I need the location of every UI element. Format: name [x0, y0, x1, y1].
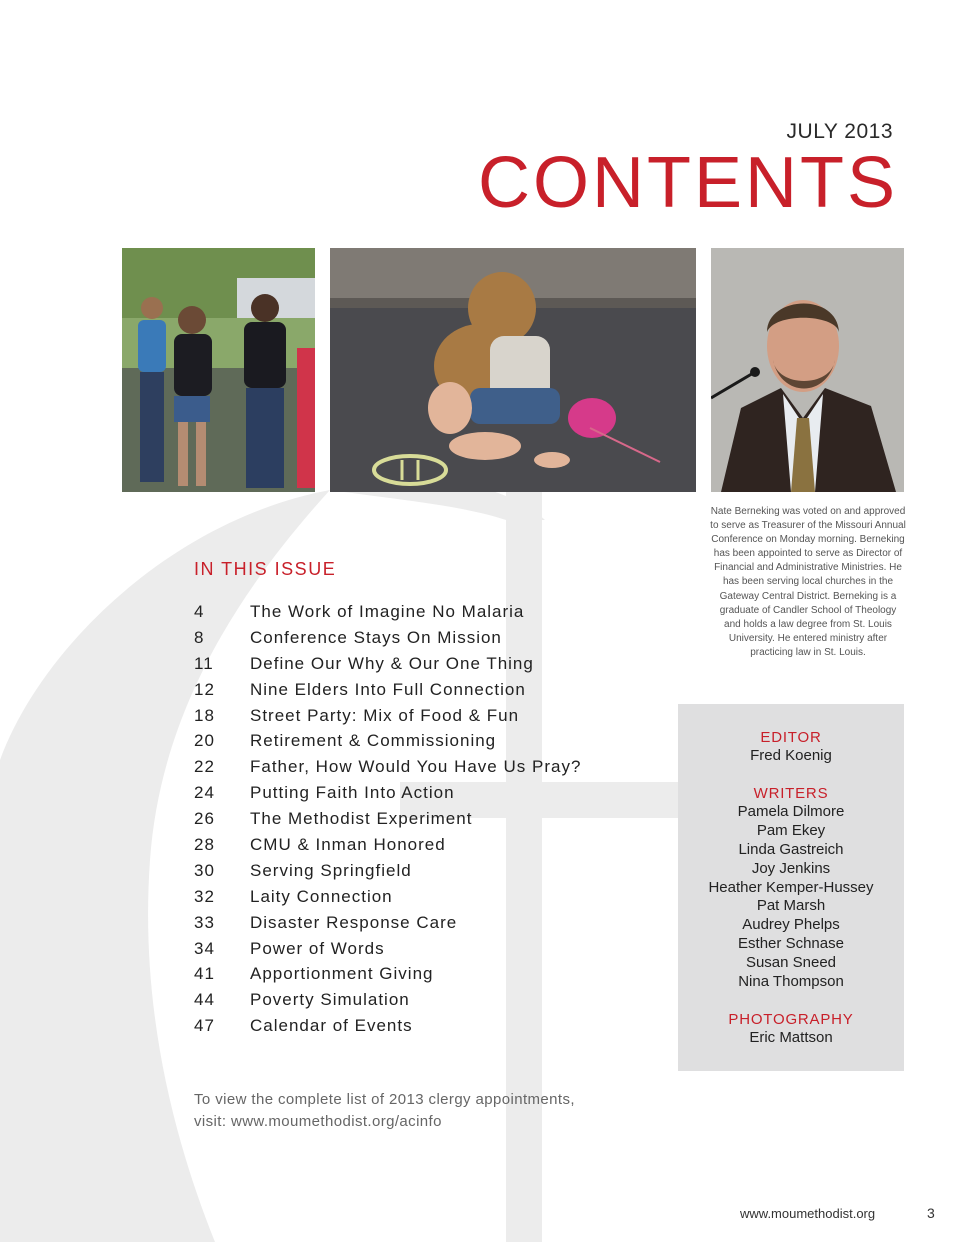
writers-heading: WRITERS — [753, 784, 829, 802]
writer-name: Heather Kemper-Hussey — [708, 878, 874, 896]
toc-article-title: Define Our Why & Our One Thing — [250, 653, 534, 673]
photo-dancing-girls — [122, 248, 315, 492]
toc-page-number: 26 — [194, 809, 215, 829]
toc-item[interactable] — [194, 703, 581, 729]
toc-item[interactable] — [194, 806, 581, 832]
toc-item[interactable] — [194, 780, 581, 806]
editor-name: Fred Koenig — [750, 747, 832, 764]
toc-page-number: 12 — [194, 679, 215, 699]
footer-website-link[interactable]: www.moumethodist.org — [740, 1206, 876, 1221]
editor-group — [678, 728, 904, 766]
writer-name: Nina Thompson — [738, 973, 844, 991]
toc-article-title: Poverty Simulation — [250, 990, 410, 1010]
toc-item[interactable] — [194, 728, 581, 754]
toc-article-title: Nine Elders Into Full Connection — [250, 679, 526, 699]
toc-article-title: Retirement & Commissioning — [250, 731, 497, 751]
issue-date: JULY 2013 — [786, 120, 893, 143]
toc-item[interactable] — [194, 936, 581, 962]
photography-heading: PHOTOGRAPHY — [728, 1010, 854, 1028]
toc-article-title: CMU & Inman Honored — [250, 834, 446, 854]
toc-article-title: Laity Connection — [250, 886, 393, 906]
toc-page-number: 32 — [194, 886, 215, 906]
page-number: 3 — [927, 1205, 935, 1221]
toc-article-title: Serving Springfield — [250, 860, 412, 880]
footnote-link[interactable]: visit: www.moumethodist.org/acinfo — [194, 1113, 442, 1130]
toc-page-number: 20 — [194, 731, 215, 751]
writer-name: Pat Marsh — [756, 897, 826, 915]
page-title: CONTENTS — [478, 143, 898, 223]
photography-group — [678, 1010, 904, 1048]
toc-item[interactable] — [194, 677, 581, 703]
writer-name: Susan Sneed — [745, 954, 837, 972]
staff-credits-box — [678, 704, 904, 1071]
toc-page-number: 30 — [194, 860, 215, 880]
toc-item[interactable] — [194, 884, 581, 910]
writers-group — [678, 784, 904, 992]
toc-item[interactable] — [194, 651, 581, 677]
toc-article-title: Disaster Response Care — [250, 912, 458, 932]
toc-article-title: Power of Words — [250, 938, 385, 958]
toc-item[interactable] — [194, 1013, 581, 1039]
writer-name: Joy Jenkins — [751, 859, 831, 877]
writer-name: Pam Ekey — [756, 821, 826, 839]
toc-item[interactable] — [194, 987, 581, 1013]
writer-name: Esther Schnase — [738, 935, 844, 953]
writer-name: Linda Gastreich — [738, 840, 844, 858]
photo-speaker — [711, 248, 904, 492]
toc-page-number: 47 — [194, 1016, 215, 1036]
toc-article-title: Apportionment Giving — [250, 964, 434, 984]
toc-article-title: Father, How Would You Have Us Pray? — [250, 757, 582, 777]
toc-page-number: 24 — [194, 783, 215, 803]
footnote-line: To view the complete list of 2013 clergy appointments, — [194, 1091, 575, 1108]
toc-item[interactable] — [194, 599, 581, 625]
toc-page-number: 33 — [194, 912, 215, 932]
toc-item[interactable] — [194, 858, 581, 884]
toc-page-number: 44 — [194, 990, 215, 1010]
toc-page-number: 41 — [194, 964, 215, 984]
toc-item[interactable] — [194, 832, 581, 858]
toc-item[interactable] — [194, 625, 581, 651]
toc-item[interactable] — [194, 961, 581, 987]
writer-name: Audrey Phelps — [742, 916, 840, 934]
photographer-name: Eric Mattson — [749, 1028, 833, 1046]
toc-article-title: Calendar of Events — [250, 1016, 413, 1036]
toc-page-number: 8 — [194, 627, 205, 647]
toc-article-title: Conference Stays On Mission — [250, 627, 502, 647]
toc-page-number: 18 — [194, 705, 215, 725]
toc-article-title: The Work of Imagine No Malaria — [250, 601, 525, 621]
toc-article-title: Putting Faith Into Action — [250, 783, 455, 803]
toc-page-number: 28 — [194, 834, 215, 854]
toc-item[interactable] — [194, 754, 581, 780]
in-this-issue-heading: IN THIS ISSUE — [194, 559, 337, 579]
appointments-footnote — [194, 1089, 614, 1133]
toc-article-title: Street Party: Mix of Food & Fun — [250, 705, 520, 725]
photo-caption: Nate Berneking was voted on and approved to serve as Treasurer of the Missouri Annual Conference on Monday morning. Berneking has been appointed to serve as Director of Financial and Administrative Ministries. He has been serving local churches in the Gateway Central District. Berneking is a graduate of Candler School of Theology and holds a law degree from St. Louis University. He entered ministry after practicing law in St. Louis. — [710, 506, 906, 658]
table-of-contents — [194, 599, 581, 1039]
toc-page-number: 34 — [194, 938, 215, 958]
toc-page-number: 4 — [194, 601, 205, 621]
toc-page-number: 22 — [194, 757, 215, 777]
toc-item[interactable] — [194, 910, 581, 936]
toc-page-number: 11 — [194, 653, 214, 673]
toc-article-title: The Methodist Experiment — [250, 809, 473, 829]
editor-heading: EDITOR — [760, 729, 822, 746]
writer-name: Pamela Dilmore — [737, 802, 845, 820]
photo-chalk-child — [330, 248, 696, 492]
